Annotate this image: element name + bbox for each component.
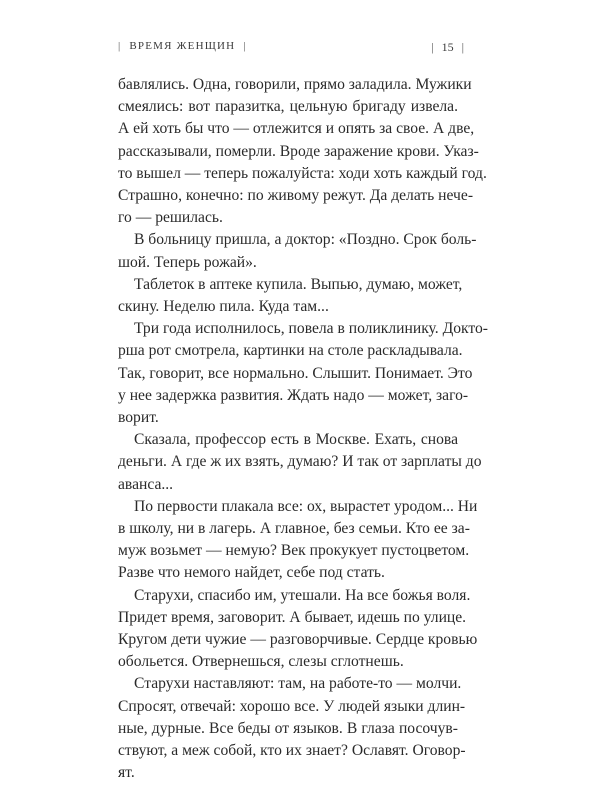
text-line: Так, говорит, все нормально. Слышит. Понимает. Это <box>118 364 473 382</box>
text-line: ствуют, а меж собой, кто их знает? Ославят. Оговор- <box>118 742 466 760</box>
text-line: аванса... <box>118 475 174 493</box>
page-number: 15 <box>441 40 454 54</box>
text-line: рассказывали, померли. Вроде заражение крови. Указ- <box>118 142 479 160</box>
text-line: у нее задержка развития. Ждать надо — может, заго- <box>118 386 469 404</box>
text-line: Сказала, профессор есть в Москве. Ехать, снова <box>134 431 458 449</box>
page-number-group <box>431 40 464 55</box>
paragraph <box>118 496 478 585</box>
text-line: Старухи, спасибо им, утешали. На все божья воля. <box>134 586 471 604</box>
text-line: шой. Теперь рожай». <box>118 253 257 271</box>
paragraph <box>118 585 478 674</box>
paragraph <box>118 74 487 229</box>
text-line: деньги. А где ж их взять, думаю? И так от зарплаты до <box>118 453 482 471</box>
text-line: Таблеток в аптеке купила. Выпью, думаю, может, <box>134 275 463 293</box>
text-line: ворит. <box>118 409 159 427</box>
running-title-group <box>118 40 247 52</box>
text-line: Кругом дети чужие — разговорчивые. Сердце кровью <box>118 631 478 649</box>
text-line: муж возьмет — немую? Век прокукует пустоцветом. <box>118 542 470 560</box>
text-line: По первости плакала все: ох, вырастет уродом... Ни <box>134 497 478 515</box>
text-line: в школу, ни в лагерь. А главное, без семьи. Кто ее за- <box>118 520 470 538</box>
text-line: Спросят, отвечай: хорошо все. У людей языки длин- <box>118 697 466 715</box>
text-line: ят. <box>118 764 135 782</box>
text-line: А ей хоть бы что — отлежится и опять за свое. А две, <box>118 120 475 138</box>
text-line: В больницу пришла, а доктор: «Поздно. Срок боль- <box>134 231 477 249</box>
text-line: рша рот смотрела, картинки на столе раскладывала. <box>118 342 463 360</box>
text-line: Страшно, конечно: по живому режут. Да делать нече- <box>118 187 474 205</box>
paragraph <box>118 229 477 273</box>
running-header <box>118 40 464 58</box>
text-line: ные, дурные. Все беды от языков. В глаза посочув- <box>118 719 458 737</box>
paragraph <box>118 429 482 496</box>
paragraph <box>118 318 488 429</box>
text-line: то вышел — теперь пожалуйста: ходи хоть каждый год. <box>118 164 487 182</box>
text-line: Три года исполнилось, повела в поликлинику. Докто- <box>134 320 488 338</box>
paragraph <box>118 673 466 784</box>
body-text <box>118 74 488 785</box>
running-title-text: ВРЕМЯ ЖЕНЩИН <box>129 40 236 52</box>
page-number-right-bar: | <box>461 40 464 54</box>
paragraph <box>118 274 463 318</box>
header-mid-bar: | <box>243 40 247 52</box>
text-line: бавлялись. Одна, говорили, прямо заладила. Мужики <box>118 76 472 93</box>
text-line: обольется. Отвернешься, слезы сглотнешь. <box>118 653 404 671</box>
text-line: смеялись: вот паразитка, цельную бригаду извела. <box>118 98 458 116</box>
header-left-bar: | <box>118 40 122 52</box>
text-line: скину. Неделю пила. Куда там... <box>118 298 329 316</box>
text-line: Придет время, заговорит. А бывает, идешь по улице. <box>118 608 467 626</box>
text-line: Старухи наставляют: там, на работе-то — молчи. <box>134 675 462 693</box>
page-number-left-bar: | <box>431 40 434 54</box>
text-line: Разве что немого найдет, себе под стать. <box>118 564 385 582</box>
text-line: го — решилась. <box>118 209 223 227</box>
